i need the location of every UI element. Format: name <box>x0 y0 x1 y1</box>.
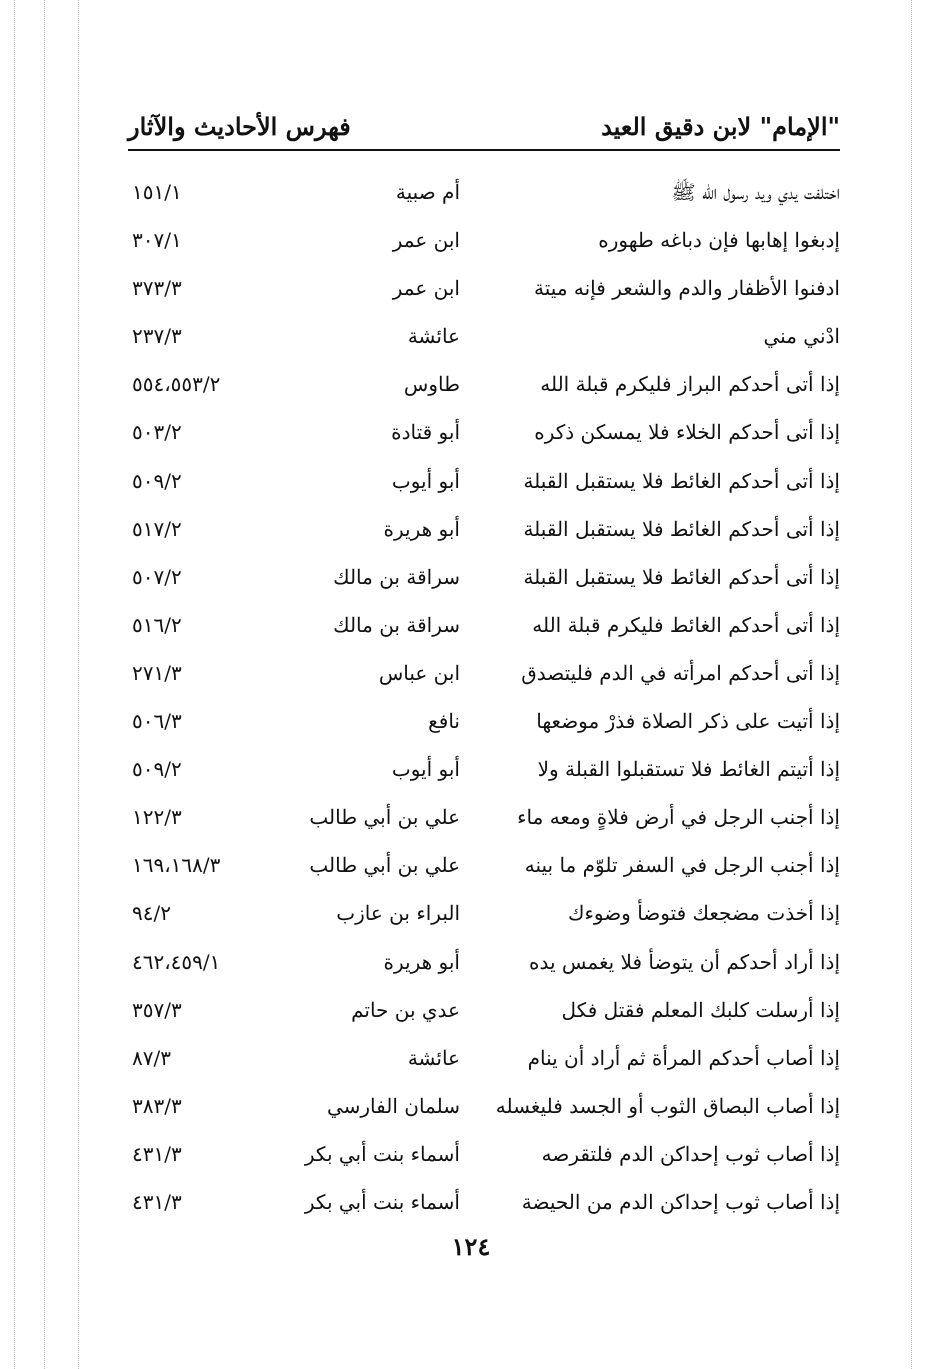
running-header <box>128 105 840 151</box>
hadith-index-list <box>128 170 840 1228</box>
index-entry <box>128 603 840 651</box>
hadith-text: إذا أتى أحدكم الخلاء فلا يمسكن ذكره <box>534 420 840 445</box>
index-entry <box>128 459 840 507</box>
hadith-text: إذا أتى أحدكم البراز فليكرم قبلة الله <box>540 372 840 397</box>
scan-guide-line <box>14 0 15 1369</box>
scan-guide-line <box>44 0 45 1369</box>
volume-page-ref: ٥٠٣/٢ <box>132 420 182 445</box>
volume-page-ref: ٥٠٩/٢ <box>132 468 182 493</box>
index-entry <box>128 507 840 555</box>
hadith-text: إذا أجنب الرجل في أرض فلاةٍ ومعه ماء <box>517 805 840 830</box>
narrator: سراقة بن مالك <box>333 612 460 637</box>
volume-page-ref: ١٦٩،١٦٨/٣ <box>132 853 221 878</box>
hadith-text: ادفنوا الأظفار والدم والشعر فإنه ميتة <box>534 276 840 301</box>
hadith-text: إذا أصاب ثوب إحداكن الدم من الحيضة <box>521 1189 840 1214</box>
narrator: أبو أيوب <box>391 468 460 493</box>
volume-page-ref: ٣٠٧/١ <box>132 228 182 253</box>
narrator: نافع <box>428 709 460 734</box>
volume-page-ref: ٥٠٦/٣ <box>132 709 182 734</box>
narrator: علي بن أبي طالب <box>309 805 460 830</box>
volume-page-ref: ٣٥٧/٣ <box>132 997 182 1022</box>
volume-page-ref: ٥١٦/٢ <box>132 612 182 637</box>
index-entry <box>128 362 840 410</box>
volume-page-ref: ١٢٢/٣ <box>132 805 182 830</box>
index-entry <box>128 218 840 266</box>
index-entry <box>128 843 840 891</box>
volume-page-ref: ٤٣١/٣ <box>132 1189 182 1214</box>
volume-page-ref: ٤٣١/٣ <box>132 1141 182 1166</box>
narrator: ابن عمر <box>392 228 460 253</box>
index-entry <box>128 1084 840 1132</box>
hadith-text: إذا أرسلت كلبك المعلم فقتل فكل <box>561 997 840 1022</box>
narrator: البراء بن عازب <box>336 901 460 926</box>
narrator: أسماء بنت أبي بكر <box>304 1141 460 1166</box>
index-entry <box>128 266 840 314</box>
volume-page-ref: ٣٨٣/٣ <box>132 1093 182 1118</box>
narrator: ابن عباس <box>378 660 460 685</box>
hadith-text: ادْني مني <box>763 324 840 349</box>
narrator: أبو أيوب <box>391 757 460 782</box>
hadith-text: إذا أتى أحدكم الغائط فلا يستقبل القبلة <box>523 468 840 493</box>
narrator: عائشة <box>407 324 460 349</box>
volume-page-ref: ٥٠٧/٢ <box>132 564 182 589</box>
index-entry <box>128 699 840 747</box>
hadith-text: إذا أتيتم الغائط فلا تستقبلوا القبلة ولا <box>537 757 840 782</box>
index-entry <box>128 988 840 1036</box>
hadith-text: إذا أخذت مضجعك فتوضأ وضوءك <box>567 901 840 926</box>
index-entry <box>128 314 840 362</box>
hadith-text: إذا أتيت على ذكر الصلاة فذرْ موضعها <box>536 709 840 734</box>
volume-page-ref: ٥٠٩/٢ <box>132 757 182 782</box>
volume-page-ref: ٥١٧/٢ <box>132 516 182 541</box>
narrator: عائشة <box>407 1045 460 1070</box>
index-entry <box>128 747 840 795</box>
narrator: أبو هريرة <box>383 949 460 974</box>
narrator: أم صبية <box>395 180 460 204</box>
volume-page-ref: ٩٤/٢ <box>132 901 171 926</box>
volume-page-ref: ٢٧١/٣ <box>132 660 182 685</box>
hadith-text: إذا أتى أحدكم امرأته في الدم فليتصدق <box>521 660 840 685</box>
narrator: أبو هريرة <box>383 516 460 541</box>
header-section-title: فهرس الأحاديث والآثار <box>128 112 351 141</box>
volume-page-ref: ٨٧/٣ <box>132 1045 171 1070</box>
hadith-text: إذا أصاب أحدكم المرأة ثم أراد أن ينام <box>527 1045 840 1070</box>
narrator: طاوس <box>403 372 460 397</box>
index-entry <box>128 1180 840 1228</box>
narrator: ابن عمر <box>392 276 460 301</box>
volume-page-ref: ١٥١/١ <box>132 180 182 204</box>
hadith-text: إدبغوا إهابها فإن دباغه طهوره <box>598 228 840 253</box>
narrator: علي بن أبي طالب <box>309 853 460 878</box>
narrator: أسماء بنت أبي بكر <box>304 1189 460 1214</box>
narrator: سلمان الفارسي <box>326 1093 460 1118</box>
index-entry <box>128 795 840 843</box>
narrator: عدي بن حاتم <box>351 997 460 1022</box>
volume-page-ref: ٢٣٧/٣ <box>132 324 182 349</box>
index-entry <box>128 1132 840 1180</box>
index-entry <box>128 1036 840 1084</box>
volume-page-ref: ٥٥٤،٥٥٣/٢ <box>132 372 221 397</box>
header-book-title: "الإمام" لابن دقيق العيد <box>601 112 840 141</box>
index-entry <box>128 555 840 603</box>
volume-page-ref: ٣٧٣/٣ <box>132 276 182 301</box>
scan-guide-line <box>911 0 912 1369</box>
hadith-text: إذا أجنب الرجل في السفر تلوّم ما بينه <box>524 853 840 878</box>
scan-guide-line <box>78 0 79 1369</box>
volume-page-ref: ٤٦٢،٤٥٩/١ <box>132 949 221 974</box>
narrator: سراقة بن مالك <box>333 564 460 589</box>
hadith-text: إذا أتى أحدكم الغائط فليكرم قبلة الله <box>532 612 840 637</box>
page-number: ١٢٤ <box>451 1232 491 1261</box>
hadith-text: إذا أصاب ثوب إحداكن الدم فلتقرصه <box>541 1141 840 1166</box>
index-entry <box>128 170 840 218</box>
index-entry <box>128 940 840 988</box>
index-entry <box>128 891 840 939</box>
hadith-text: إذا أراد أحدكم أن يتوضأ فلا يغمس يده <box>528 949 840 974</box>
hadith-text: إذا أتى أحدكم الغائط فلا يستقبل القبلة <box>523 564 840 589</box>
index-entry <box>128 410 840 458</box>
index-entry <box>128 651 840 699</box>
hadith-text: إذا أتى أحدكم الغائط فلا يستقبل القبلة <box>523 516 840 541</box>
hadith-text: اختلفت يدي ويد رسول الله ﷺ <box>671 180 840 204</box>
hadith-text: إذا أصاب البصاق الثوب أو الجسد فليغسله <box>495 1093 840 1118</box>
narrator: أبو قتادة <box>391 420 460 445</box>
